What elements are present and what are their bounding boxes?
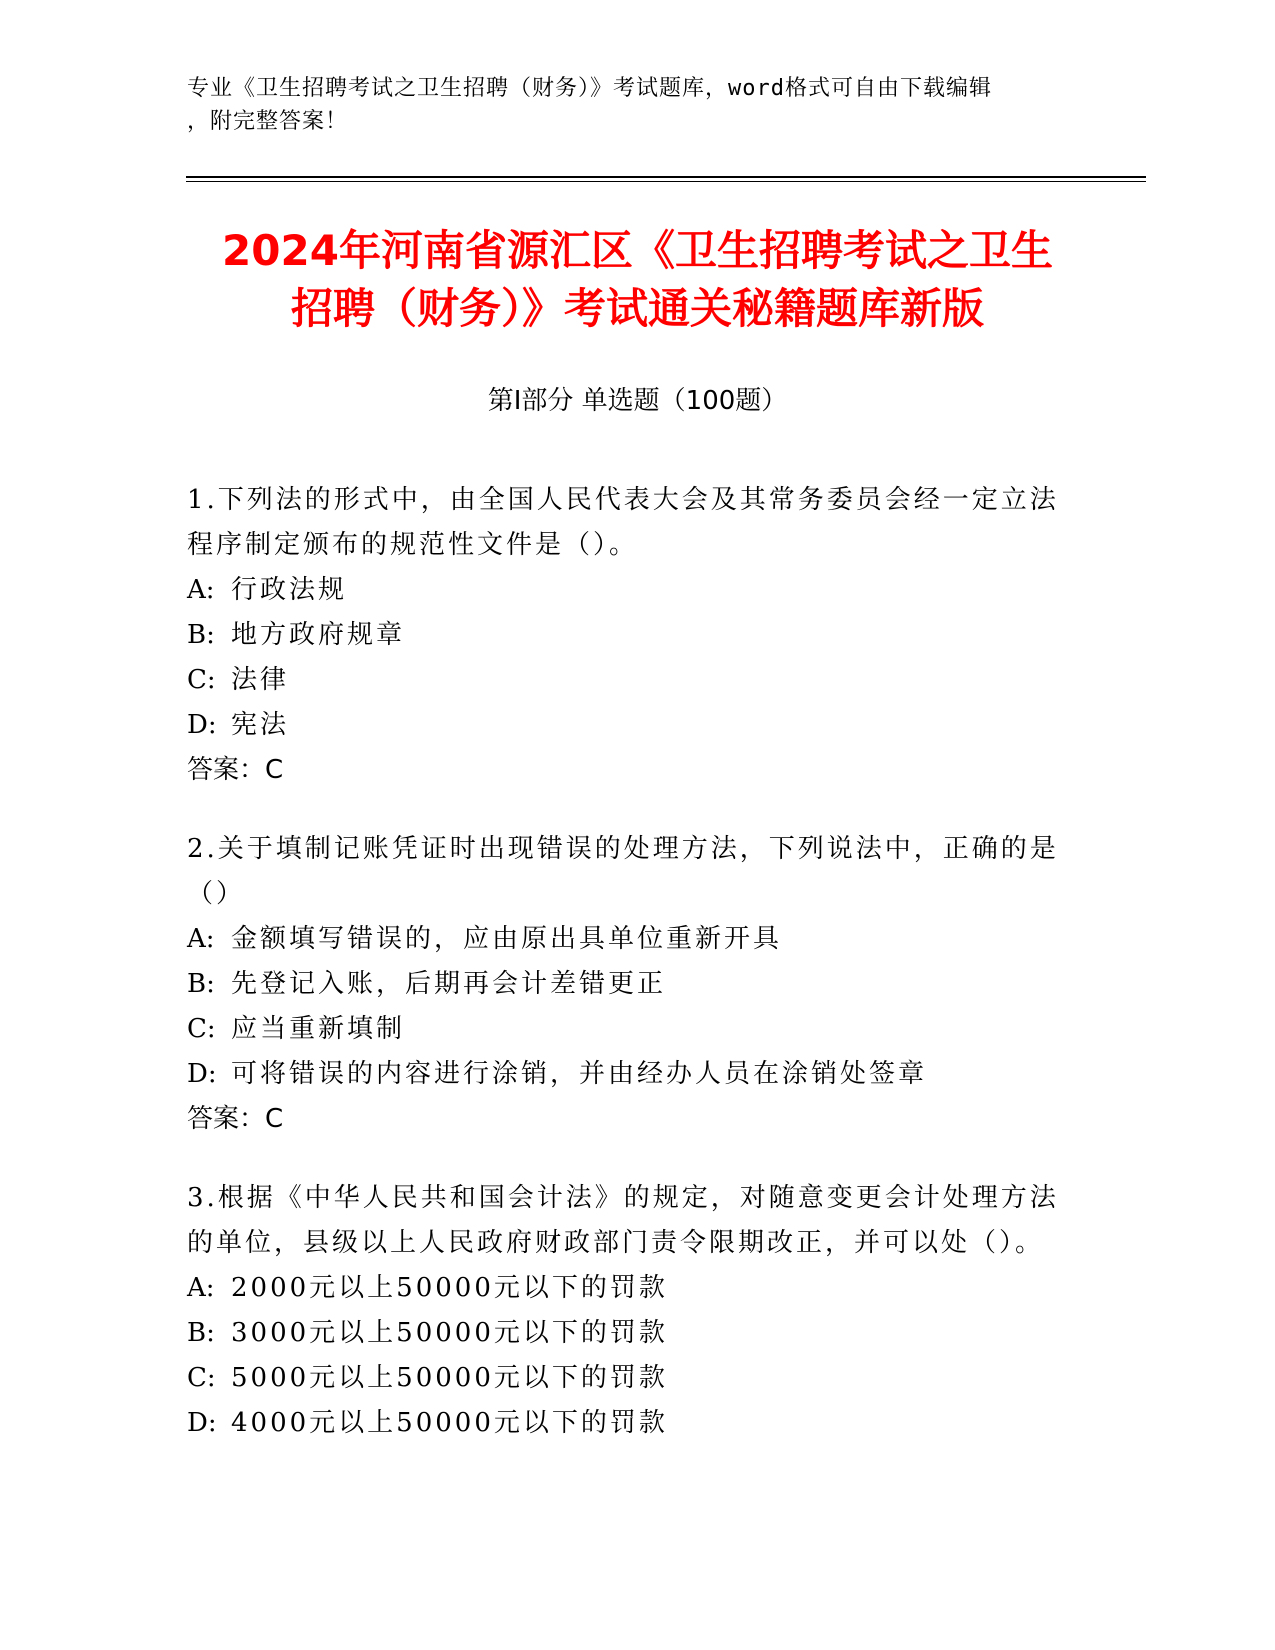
option-text: 地方政府规章 (231, 620, 406, 650)
answer-key: 答案：C (187, 1104, 284, 1134)
document-title-line-1: 2024年河南省源汇区《卫生招聘考试之卫生 (222, 226, 1053, 275)
option-letter: A: (187, 924, 215, 954)
option-letter: A: (187, 575, 215, 605)
question-stem: 3.根据《中华人民共和国会计法》的规定，对随意变更会计处理方法的单位，县级以上人民政府财政部门责令限期改正，并可以处（）。 (187, 1183, 1059, 1258)
option-d (187, 1052, 1067, 1097)
header-note-line-2: ，附完整答案！ (187, 109, 349, 134)
option-letter: D: (187, 710, 217, 740)
header-note (187, 72, 1087, 138)
option-letter: D: (187, 1408, 217, 1438)
document-title (160, 222, 1115, 338)
header-note-line-1: 专业《卫生招聘考试之卫生招聘（财务）》考试题库，word格式可自由下载编辑 (187, 76, 992, 101)
option-text: 行政法规 (231, 575, 348, 605)
question-list (187, 478, 1067, 1480)
option-letter: A: (187, 1273, 215, 1303)
option-c (187, 658, 1067, 703)
option-letter: B: (187, 969, 215, 999)
option-text: 3000元以上50000元以下的罚款 (231, 1318, 668, 1348)
option-letter: C: (187, 665, 216, 695)
option-letter: C: (187, 1014, 216, 1044)
option-text: 4000元以上50000元以下的罚款 (231, 1408, 668, 1438)
document-title-line-2: 招聘（财务）》考试通关秘籍题库新版 (290, 284, 984, 333)
option-text: 先登记入账，后期再会计差错更正 (231, 969, 667, 999)
option-b (187, 962, 1067, 1007)
option-c (187, 1356, 1067, 1401)
option-b (187, 613, 1067, 658)
question-stem: 1.下列法的形式中，由全国人民代表大会及其常务委员会经一定立法程序制定颁布的规范性文件是（）。 (187, 485, 1059, 560)
option-letter: B: (187, 620, 215, 650)
question-1 (187, 478, 1067, 793)
option-a (187, 1266, 1067, 1311)
option-letter: D: (187, 1059, 217, 1089)
question-2 (187, 827, 1067, 1142)
option-d (187, 703, 1067, 748)
option-a (187, 917, 1067, 962)
option-text: 5000元以上50000元以下的罚款 (231, 1363, 668, 1393)
option-text: 法律 (231, 665, 290, 695)
option-b (187, 1311, 1067, 1356)
header-rule-thin (186, 181, 1146, 182)
option-a (187, 568, 1067, 613)
answer-key: 答案：C (187, 755, 284, 785)
question-3 (187, 1176, 1067, 1446)
option-text: 可将错误的内容进行涂销，并由经办人员在涂销处签章 (231, 1059, 928, 1089)
option-text: 金额填写错误的，应由原出具单位重新开具 (231, 924, 783, 954)
option-d (187, 1401, 1067, 1446)
section-heading: 第Ⅰ部分 单选题（100题） (487, 386, 788, 416)
option-text: 宪法 (231, 710, 290, 740)
option-c (187, 1007, 1067, 1052)
option-letter: B: (187, 1318, 215, 1348)
header-rule-thick (186, 176, 1146, 178)
option-letter: C: (187, 1363, 216, 1393)
option-text: 应当重新填制 (231, 1014, 406, 1044)
question-stem: 2.关于填制记账凭证时出现错误的处理方法，下列说法中，正确的是（） (187, 834, 1059, 909)
option-text: 2000元以上50000元以下的罚款 (231, 1273, 668, 1303)
